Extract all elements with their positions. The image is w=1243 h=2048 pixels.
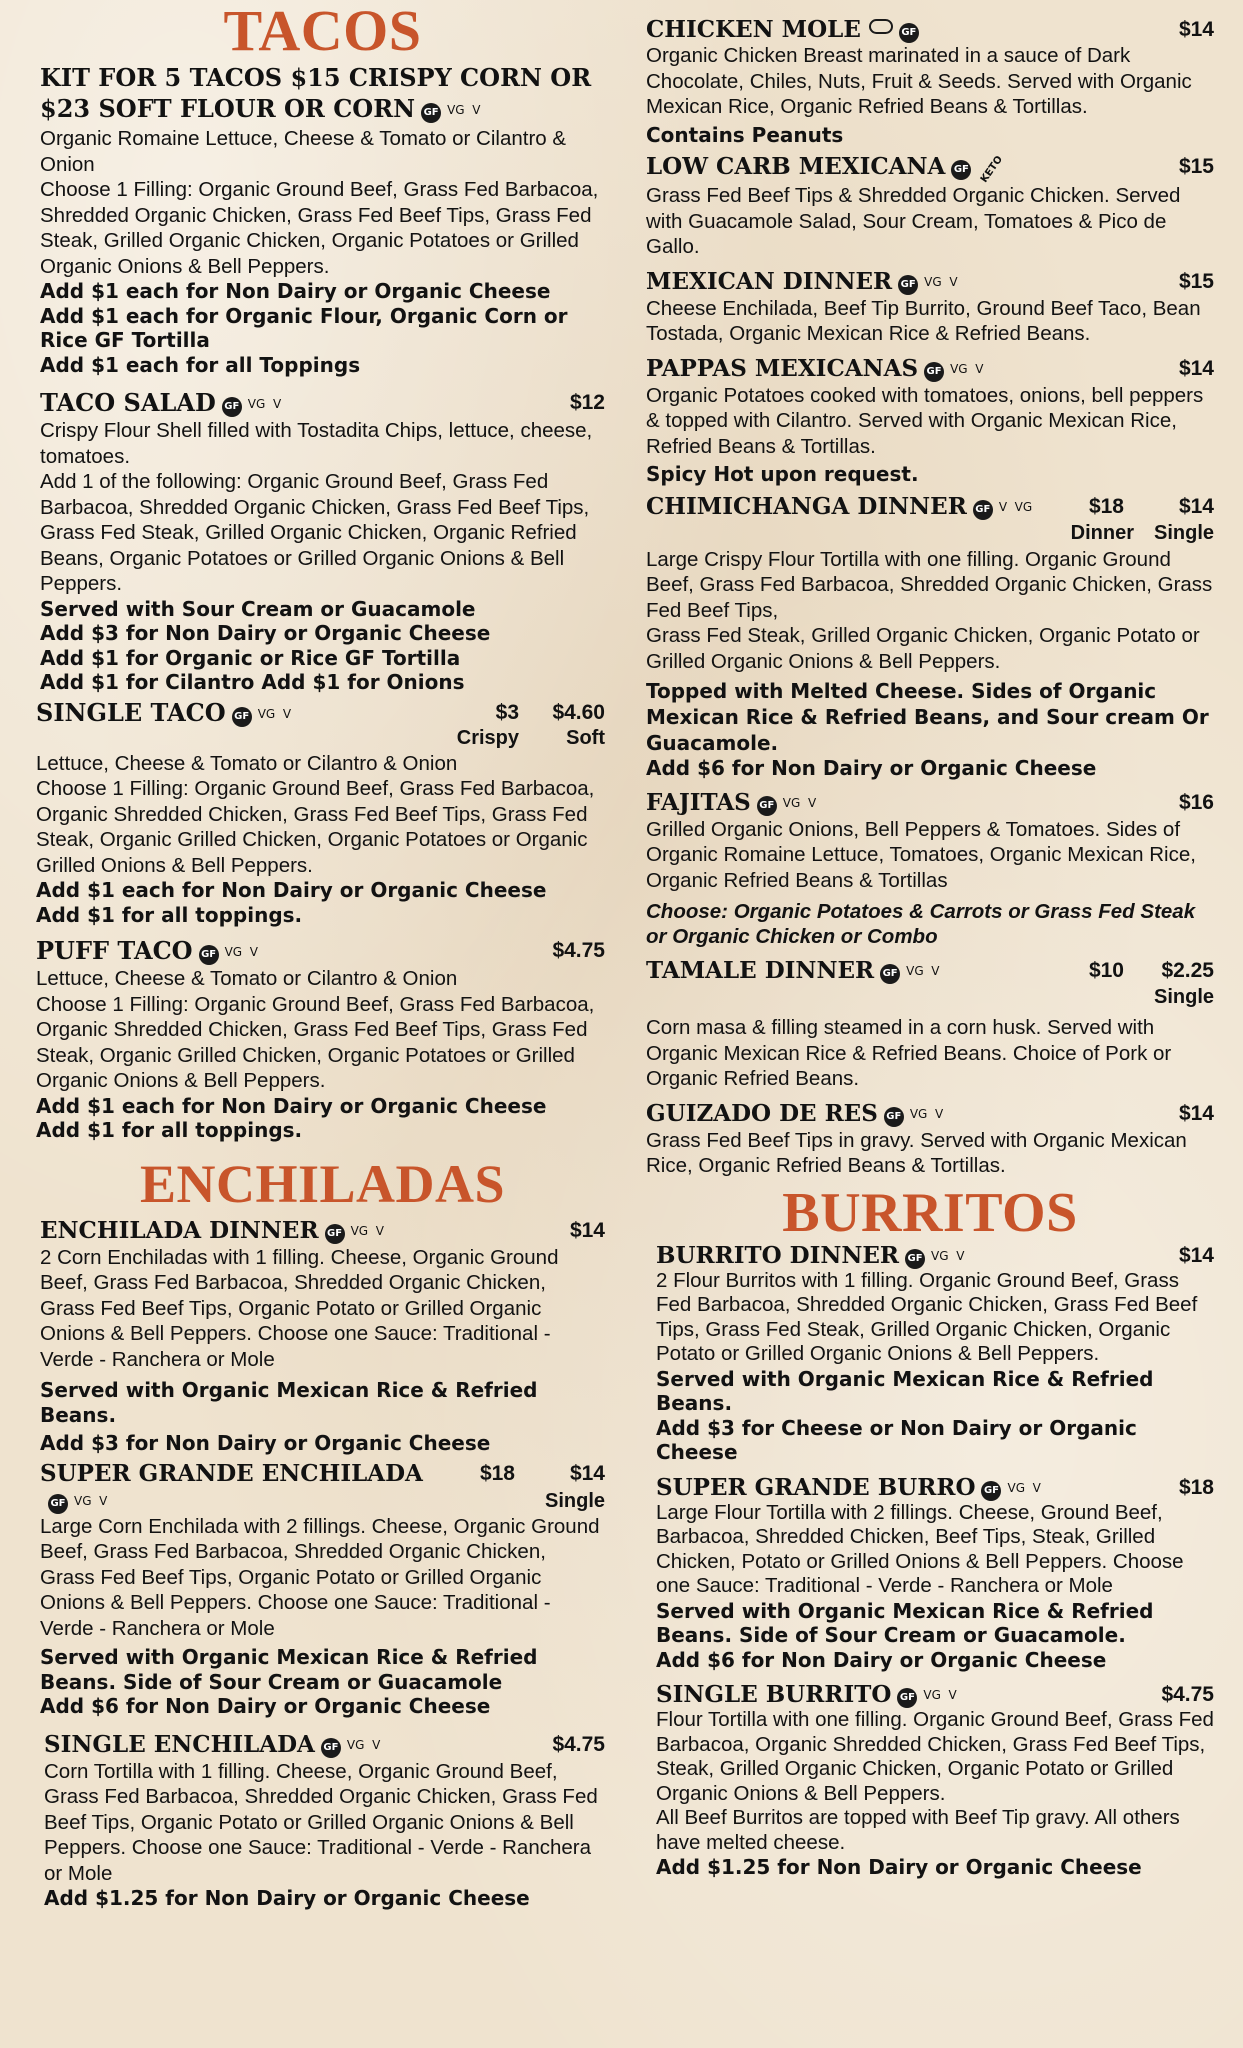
gluten-free-icon: GF xyxy=(222,397,242,417)
gluten-free-icon: GF xyxy=(232,707,252,727)
gluten-free-icon: GF xyxy=(880,964,900,984)
item-extra: Add $1 for all toppings. xyxy=(36,1118,303,1142)
diet-tags: V VG xyxy=(998,499,1033,514)
item-price: $15 xyxy=(1178,269,1214,293)
diet-tags: VG V xyxy=(74,1493,108,1508)
keto-icon: KETO xyxy=(979,154,1006,185)
price-label-single: Single xyxy=(1153,986,1214,1008)
item-extra: Served with Organic Mexican Rice & Refried Beans. Side of Sour Cream or Guacamole xyxy=(40,1645,538,1694)
item-description: Lettuce, Cheese & Tomato or Cilantro & Onion Choose 1 Filling: Organic Ground Beef, Grass Fed Barbacoa, Organic Shredded Chicken, Grass Fed Beef Tips, Grass Fed Steak, Organic Grilled Chicken, Organic Potatoes or Grilled Organic Onions & Bell Peppers. xyxy=(36,967,595,1092)
diet-tags: VG V xyxy=(909,1106,944,1121)
diet-tags: VG V xyxy=(247,397,282,411)
item-price-single: $14 xyxy=(1178,494,1214,518)
item-description: Large Corn Enchilada with 2 fillings. Cheese, Organic Ground Beef, Grass Fed Barbacoa, Shredded Organic Chicken, Grass Fed Beef Tips, Organic Potato or Grilled Organic Onions & Bell Peppers. Choose one Sauce: Traditional - Verde - Ranchera or Mole xyxy=(40,1514,600,1640)
item-price-dinner: $18 xyxy=(479,1461,515,1485)
item-name: BURRITO DINNER xyxy=(656,1241,900,1269)
item-extra: Add $6 for Non Dairy or Organic Cheese xyxy=(40,1694,491,1718)
item-name: TACO SALAD xyxy=(40,388,216,417)
diet-tags: VG V xyxy=(1007,1480,1041,1495)
menu-item-super-grande-burro xyxy=(656,1475,1214,1673)
burritos-list xyxy=(656,1243,1214,1880)
item-price: $12 xyxy=(569,391,605,414)
item-price: $14 xyxy=(569,1218,605,1242)
menu-item-enchilada-dinner xyxy=(40,1217,605,1456)
menu-item-chicken-mole xyxy=(646,16,1214,147)
diet-tags: VG V xyxy=(931,1248,965,1263)
diet-tags: VG V xyxy=(950,361,984,376)
left-column xyxy=(36,0,605,1911)
diet-tags: VG V xyxy=(924,274,958,289)
diet-tags: VG V xyxy=(923,1688,957,1702)
price-label-soft: Soft xyxy=(566,726,605,749)
menu-item-single-burrito xyxy=(656,1682,1214,1880)
menu-item-puff-taco xyxy=(36,937,605,1143)
menu-item-guizado-de-res xyxy=(646,1100,1214,1179)
item-extra: Add $6 for Non Dairy or Organic Cheese xyxy=(646,756,1097,780)
item-price-dinner: $10 xyxy=(1088,959,1124,982)
price-label-crispy: Crispy xyxy=(456,726,519,749)
item-description: Organic Chicken Breast marinated in a sauce of Dark Chocolate, Chiles, Nuts, Fruit & Seeds. Served with Organic Mexican Rice, Organic Refried Beans & Tortillas. xyxy=(646,44,1192,118)
price-label-single: Single xyxy=(1153,521,1214,544)
item-options: Choose: Organic Potatoes & Carrots or Grass Fed Steak or Organic Chicken or Combo xyxy=(646,900,1196,948)
item-price: $4.75 xyxy=(552,1732,605,1756)
enchiladas-title: ENCHILADAS xyxy=(139,1153,506,1214)
item-name: SUPER GRANDE BURRO xyxy=(656,1473,976,1501)
item-extra: Add $1 each for all Toppings xyxy=(40,352,361,377)
item-description: Crispy Flour Shell filled with Tostadita Chips, lettuce, cheese, tomatoes. Add 1 of the following: Organic Ground Beef, Grass Fed Barbacoa, Shredded Organic Chicken, Grass Fed Beef Tips, Grass Fed Steak, Grilled Organic Chicken, Organic Refried Beans, Organic Potatoes or Grilled Organic Onions & Bell Peppers. xyxy=(40,419,593,595)
item-description: Corn Tortilla with 1 filling. Cheese, Organic Ground Beef, Grass Fed Barbacoa, Shredded Organic Chicken, Grass Fed Beef Tips, Organic Potato or Grilled Organic Onions & Bell Peppers. Choose one Sauce: Traditional - Verde - Ranchera or Mole xyxy=(44,1759,598,1885)
item-price-dinner: $18 xyxy=(1088,494,1124,518)
item-extra: Add $6 for Non Dairy or Organic Cheese xyxy=(656,1647,1107,1672)
item-description: Large Crispy Flour Tortilla with one filling. Organic Ground Beef, Grass Fed Barbacoa, Shredded Organic Chicken, Grass Fed Beef Tips, Grass Fed Steak, Grilled Organic Chicken, Organic Potato or Grilled Organic Onions & Bell Peppers. xyxy=(646,547,1213,673)
right-column xyxy=(646,0,1214,1880)
item-extra: Served with Sour Cream or Guacamole xyxy=(40,596,476,621)
gluten-free-icon: GF xyxy=(897,1688,917,1708)
gluten-free-icon: GF xyxy=(325,1224,345,1244)
item-price-single: $14 xyxy=(569,1461,605,1485)
gluten-free-icon: GF xyxy=(899,23,919,43)
item-name: LOW CARB MEXICANA xyxy=(646,153,946,180)
item-description: Organic Romaine Lettuce, Cheese & Tomato or Cilantro & Onion Choose 1 Filling: Organic Ground Beef, Grass Fed Barbacoa, Shredded Organic Chicken, Grass Fed Beef Tips, Grass Fed Steak, Grilled Organic Chicken, Organic Potatoes or Grilled Organic Onions & Bell Peppers. xyxy=(40,127,599,278)
item-description: Lettuce, Cheese & Tomato or Cilantro & Onion Choose 1 Filling: Organic Ground Beef, Grass Fed Barbacoa, Organic Shredded Chicken, Grass Fed Beef Tips, Grass Fed Steak, Organic Grilled Chicken, Organic Potatoes or Organic Grilled Onions & Bell Peppers. xyxy=(36,751,595,877)
diet-tags: VG V xyxy=(447,103,481,117)
menu-item-single-taco xyxy=(36,699,605,928)
menu-item-pappas-mexicanas xyxy=(646,355,1214,487)
diet-tags: VG V xyxy=(346,1737,381,1752)
gluten-free-icon: GF xyxy=(199,945,219,965)
menu-item-taco-kit xyxy=(40,62,605,377)
gluten-free-icon: GF xyxy=(421,103,441,123)
item-extra: Add $1 each for Organic Flour, Organic Corn or Rice GF Tortilla xyxy=(40,303,568,352)
item-description: Cheese Enchilada, Beef Tip Burrito, Ground Beef Taco, Bean Tostada, Organic Mexican Rice & Refried Beans. xyxy=(646,296,1201,345)
item-name: SINGLE BURRITO xyxy=(656,1681,892,1708)
gluten-free-icon: GF xyxy=(898,275,918,295)
item-extra: Spicy Hot upon request. xyxy=(646,462,919,486)
item-name: SUPER GRANDE ENCHILADA xyxy=(40,1459,423,1487)
gluten-free-icon: GF xyxy=(924,362,944,382)
item-name: SINGLE TACO xyxy=(36,697,226,727)
gluten-free-icon: GF xyxy=(321,1738,341,1758)
price-label-dinner: Dinner xyxy=(1070,521,1134,544)
menu-item-taco-salad xyxy=(40,389,605,695)
item-extra: Served with Organic Mexican Rice & Refried Beans. xyxy=(656,1366,1154,1415)
item-name: $23 SOFT FLOUR OR CORN xyxy=(40,94,416,123)
item-name: ENCHILADA DINNER xyxy=(40,1216,319,1244)
item-extra: Add $3 for Non Dairy or Organic Cheese xyxy=(40,621,491,645)
item-description: Organic Potatoes cooked with tomatoes, onions, bell peppers & topped with Cilantro. Served with Organic Mexican Rice, Refried Beans & Tortillas. xyxy=(646,383,1204,458)
item-extra: Served with Organic Mexican Rice & Refried Beans. xyxy=(40,1378,538,1427)
item-name: CHICKEN MOLE xyxy=(646,16,861,43)
item-extra: Add $3 for Non Dairy or Organic Cheese xyxy=(40,1431,491,1455)
gluten-free-icon: GF xyxy=(981,1481,1001,1501)
diet-tags: VG V xyxy=(257,706,292,721)
item-extra: Add $1 each for Non Dairy or Organic Cheese xyxy=(40,279,551,303)
item-extra: Add $3 for Cheese or Non Dairy or Organic Cheese xyxy=(656,1415,1137,1464)
item-description: Grilled Organic Onions, Bell Peppers & Tomatoes. Sides of Organic Romaine Lettuce, Tomatoes, Organic Mexican Rice, Organic Refried Beans & Tortillas xyxy=(646,817,1196,892)
item-description: Grass Fed Beef Tips & Shredded Organic Chicken. Served with Guacamole Salad, Sour Cream, Tomatoes & Pico de Gallo. xyxy=(646,184,1181,258)
diet-tags: VG V xyxy=(224,945,258,959)
menu-item-fajitas xyxy=(646,789,1214,950)
gluten-free-icon: GF xyxy=(951,160,971,180)
item-extra: Add $1 for Organic or Rice GF Tortilla xyxy=(40,645,461,670)
item-description: Flour Tortilla with one filling. Organic Ground Beef, Grass Fed Barbacoa, Organic Shredded Chicken, Grass Fed Beef Tips, Steak, Grilled Organic Chicken, Organic Potato or Grilled Organic Onions & Bell Peppers. All Beef Burritos are topped with Beef Tip gravy. All others have melted cheese. xyxy=(656,1708,1214,1854)
gluten-free-icon: GF xyxy=(757,796,777,816)
menu-item-low-carb-mexicana xyxy=(646,153,1214,260)
item-extra: Add $1 each for Non Dairy or Organic Cheese xyxy=(36,878,547,902)
item-extra: Add $1 for all toppings. xyxy=(36,902,303,927)
price-label-single: Single xyxy=(544,1489,605,1512)
item-extra: Add $1.25 for Non Dairy or Organic Cheese xyxy=(656,1855,1142,1879)
item-price: $4.75 xyxy=(552,939,605,962)
item-description: 2 Flour Burritos with 1 filling. Organic Ground Beef, Grass Fed Barbacoa, Shredded Organic Chicken, Grass Fed Beef Tips, Grass Fed Steak, Grilled Organic Chicken, Organic Potato or Grilled Organic Onions & Bell Peppers. xyxy=(656,1268,1198,1365)
gluten-free-icon: GF xyxy=(905,1249,925,1269)
item-price-single: $2.25 xyxy=(1161,959,1214,982)
diet-tags: VG V xyxy=(782,795,817,810)
item-price: $4.75 xyxy=(1161,1683,1214,1706)
item-price: $15 xyxy=(1178,155,1214,178)
item-description: Large Flour Tortilla with 2 fillings. Cheese, Ground Beef, Barbacoa, Shredded Chicken, Beef Tips, Steak, Grilled Chicken, Potato or Grilled Onions & Bell Peppers. Choose one Sauce: Traditional - Verde - Ranchera or Mole xyxy=(656,1500,1184,1597)
gluten-free-icon: GF xyxy=(48,1494,68,1514)
item-name: FAJITAS xyxy=(646,788,751,816)
item-name: GUIZADO DE RES xyxy=(646,1099,878,1127)
item-name: PUFF TACO xyxy=(36,936,193,965)
item-name: TAMALE DINNER xyxy=(646,957,875,984)
item-extra: Contains Peanuts xyxy=(646,122,844,147)
diet-tags: VG V xyxy=(350,1223,384,1238)
burritos-title: BURRITOS xyxy=(782,1181,1078,1244)
item-name: CHIMICHANGA DINNER xyxy=(646,492,967,520)
item-price: $14 xyxy=(1178,356,1214,380)
item-price: $16 xyxy=(1178,790,1214,814)
item-price: $14 xyxy=(1178,18,1214,41)
item-extra: Served with Organic Mexican Rice & Refried Beans. Side of Sour Cream or Guacamole. xyxy=(656,1598,1154,1647)
item-extra: Topped with Melted Cheese. Sides of Organic Mexican Rice & Refried Beans, and Sour cream Or Guacamole. xyxy=(646,679,1209,755)
menu-item-mexican-dinner xyxy=(646,268,1214,347)
menu-item-chimichanga-dinner xyxy=(646,493,1214,781)
item-price-soft: $4.60 xyxy=(552,700,605,724)
menu-item-burrito-dinner xyxy=(656,1243,1214,1465)
item-name: SINGLE ENCHILADA xyxy=(44,1730,315,1758)
gluten-free-icon: GF xyxy=(973,500,993,520)
tacos-title: TACOS xyxy=(223,0,422,63)
menu-item-tamale-dinner xyxy=(646,957,1214,1092)
item-extra: Add $1 for Cilantro Add $1 for Onions xyxy=(40,670,465,694)
diet-tags: VG V xyxy=(906,964,940,978)
item-name: MEXICAN DINNER xyxy=(646,267,893,295)
item-description: Grass Fed Beef Tips in gravy. Served with Organic Mexican Rice, Organic Refried Beans & Tortillas. xyxy=(646,1128,1187,1177)
menu-item-super-grande-enchilada xyxy=(40,1460,605,1719)
item-extra: Add $1 each for Non Dairy or Organic Cheese xyxy=(36,1093,547,1118)
item-name: PAPPAS MEXICANAS xyxy=(646,354,919,382)
item-price: $18 xyxy=(1178,1475,1214,1499)
item-description: Corn masa & filling steamed in a corn husk. Served with Organic Mexican Rice & Refried Beans. Choice of Pork or Organic Refried Beans. xyxy=(646,1016,1172,1090)
item-extra: Add $1.25 for Non Dairy or Organic Cheese xyxy=(44,1886,530,1910)
item-description: 2 Corn Enchiladas with 1 filling. Cheese, Organic Ground Beef, Grass Fed Barbacoa, Shredded Organic Chicken, Grass Fed Beef Tips, Organic Potato or Grilled Organic Onions & Bell Peppers. Choose one Sauce: Traditional - Verde - Ranchera or Mole xyxy=(40,1245,559,1371)
peanut-icon xyxy=(869,19,893,34)
item-price: $14 xyxy=(1178,1101,1214,1125)
menu-item-single-enchilada xyxy=(44,1731,605,1911)
item-name: KIT FOR 5 TACOS $15 CRISPY CORN OR xyxy=(40,63,592,92)
item-price: $14 xyxy=(1178,1243,1214,1267)
gluten-free-icon: GF xyxy=(884,1107,904,1127)
item-price-crispy: $3 xyxy=(495,700,519,724)
